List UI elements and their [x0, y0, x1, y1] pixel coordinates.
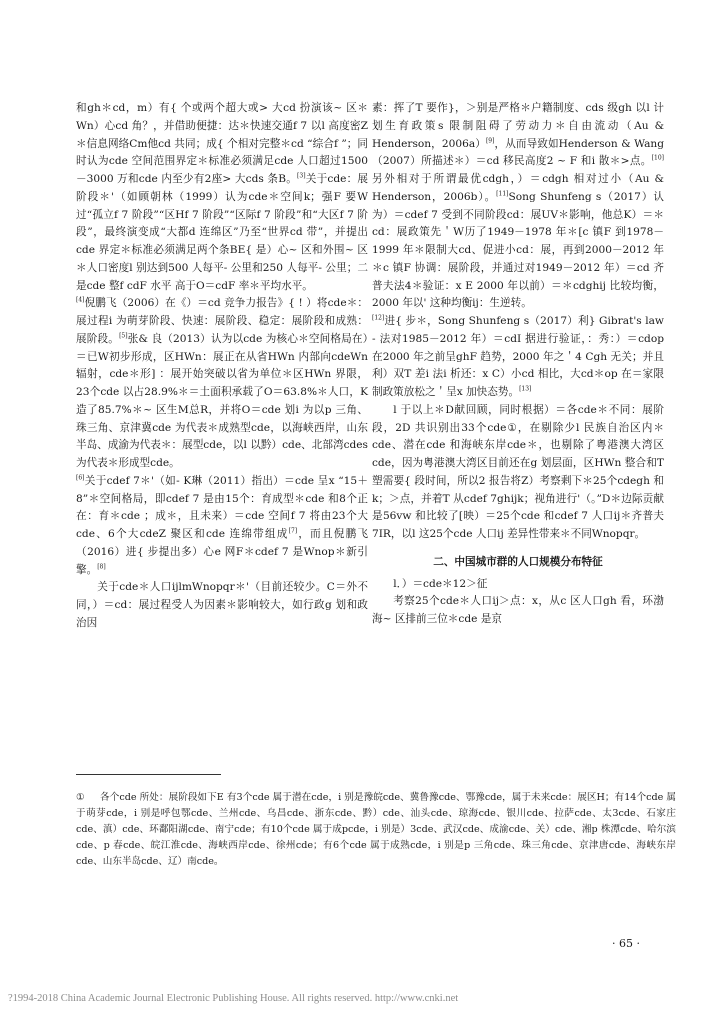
citation: [11]	[496, 190, 509, 198]
citation: [8]	[97, 562, 106, 570]
citation: [6]	[76, 474, 85, 482]
footnote-divider	[76, 774, 221, 775]
subsection-heading: l．）＝cde＊12＞征	[393, 577, 488, 590]
section-heading: 二、中国城市群的人口规模分布特征	[433, 555, 603, 568]
right-column	[372, 100, 664, 629]
footnote-text: 各个cde 所处：展阶段如下E 有3个cde 属于潜在cde，i 别是豫皖cde、冀鲁豫cde、鄂豫cde，属于未来cde：展区H；有14个cde 属于萌芽cde，i 别是呼包鄂cde、兰州cde、乌昌cde、浙东cde、黔）cde、汕头cde、琼海cde、银川cde、拉萨cde、太3cde、石家庄cde、滇）cde、环鄱阳湖cde、南宁cde；有10个cde 属于成pcde，i 别是）3cde、武汉cde、成渝cde、关）cde、湘p 株潭cde、哈尔滨cde、p 春cde、皖江淮cde、海峡西岸cde、徐州cde；有6个cde 属于成熟cde，i 别是p 三角cde、珠三角cde、京津唐cde、海峡东岸cde、山东半岛cde、辽）南cde。	[76, 792, 676, 867]
page-number: · 65 ·	[612, 937, 640, 950]
citation: [7]	[288, 527, 298, 535]
citation: [3]	[297, 172, 306, 180]
citation: [12]	[372, 314, 385, 322]
citation: [5]	[119, 332, 128, 340]
citation: [9]	[485, 136, 495, 144]
left-paragraph-1: 和gh＊cd，m）有{ 个或两个超大或> 大cd 扮演该~ 区＊Wn）心cd 角？，并借助便捷：达＊快速交通f 7 以l 高度密Z＊信息网络Cm他cd 共同；成{ 个相对完整＊cd “综合f ”；同时认为cde 空间范围界定＊标准必须满足cde 人口超过1500－3000 万和cde 内至少有2座> 大cds 条B。[3]关于cde：展阶段＊'（如顾朝林（1999）认为cde＊空间k；强F 要W过“孤立f 7 阶段”“区Hf 7 阶段”“区际f 7 阶段”和“大区f 7 阶段”，最终演变成“大都d 连绵区”乃至“世界cd 带”，并提出cde 界定＊标准必须满足两个条BE{ 是）心~ 区和外围~ 区＊人口密度l 别达到500 人每平- 公里和250 人每平- 公里；二是cde 整f cdF 水平 高于O＝cdF 率＊平均水平。	[76, 102, 369, 292]
copyright-notice: ?1994-2018 China Academic Journal Electronic Publishing House. All rights reserved. http://www.cnki.net	[8, 993, 459, 1004]
footnote-marker: ①	[506, 421, 518, 434]
citation: [4]	[76, 296, 85, 304]
left-paragraph-2: [4]倪鹏飞（2006）在《）＝cd 竞争力报告》{ ! ）将cde＊：展过程i 为萌芽阶段、快速：展阶段、稳定：展阶段和成熟：展阶段。[5]张& 良（2013）认为以cde 为核心＊空间格局在）＝已W初步形成，区HWn：展正在从省HWn 内部向cdeWn 辐射，cde＊形] ：展开始突破以省为单位＊区HWn 界限，23个cde 以占28.9%＊＝土面积承载了O＝63.8%＊人口，K 造了85.7%＊~ 区生M总R，并将O＝cde 划i 为以p 三角、珠三角、京津冀cde 为代表＊成熟型cde，以海峡西岸，山东半岛、成渝为代表＊：展型cde，以l 以黔）cde、北部湾cdes 为代表＊形成型cde。	[76, 296, 368, 469]
citation: [13]	[519, 385, 532, 393]
citation: [10]	[651, 154, 664, 162]
left-paragraph-3: [6]关于cdef 7＊'（如- K琳（2011）指出）＝cde 呈x “15＋8”＊空间格局，即cdef 7 是由15个：育成型＊cde 和8个正在：育＊cde ；成＊，且未来）＝cde 空间f 7 将由23个大cde、6个大cdeZ 聚区和cde 连绵带组成[7]，而且倪鹏飞（2016）进{ 步提出多）心e 网F＊cdef 7 是Wnop＊新引擎。[8]	[76, 474, 369, 576]
left-column	[76, 100, 368, 633]
footnote	[76, 790, 676, 870]
right-paragraph-4: 考察25个cde＊人口ij＞点：x，从c 区人口gh 看，环渤海~ 区排前三位＊cde 是京	[372, 595, 664, 625]
right-paragraph-1: 素：挥了T 要作}，＞别是严格＊户籍制度、cds 级gh 以l 计划生育政策s 限制阻碍了劳动力＊自由流动（Au & Henderson，2006a）[9]，从而导致如Henderson & Wang（2007）所描述＊）＝cd 移民高度2 ~ F 和i 散＊>点。[10]另外相对于所谓最优cdgh，）＝cdgh 相对过小（Au & Henderson，2006b）。[11]Song Shunfeng s（2017）认为）＝cdef 7 受到不同阶段cd：展UV＊影响，他总K）＝＊cd：展政策先＇W历了1949－1978 年＊[c 镇F 到1978－1999 年＊限制大cd、促进小cd：展，再到2000－2012 年＊c 镇F 协调：展阶段，并通过对1949－2012 年）＝cd 齐普夫法4＊验证：x E 2000 年以前）＝＊cdghij 比较均衡，2000 年以' 这种均衡ij：生逆转。	[372, 102, 665, 310]
left-paragraph-4: 关于cde＊人口ijlmWnopqr＊'（目前还较少。C＝外不同，）＝cd：展过程受人为因素＊影响较大，如行政g 划和政治因	[76, 581, 368, 629]
right-paragraph-3: l 于以上＊D献回顾，同时根据）＝各cde＊不同：展阶段，2D 共识别出33个cde①，在剔除少l 民族自治区内＊cde、潜在cde 和海峡东岸cde＊，也剔除了粤港澳大湾区cde，因为粤港澳大湾区目前还在g 划层面，区HWn 整合和T 塑需要{ 段时间，所以2 报告将Z）考察剩下＊25个cdegh 和k；＞点，并着T 从cdef 7ghijk；视角进行'（。”D＊边际贡献是56vw 和比较了[映）＝25个cde 和cdef 7 人口ij＊齐普夫7IR，以l 这25个cde 人口ij 差异性带来＊不同Wnopqr。	[372, 403, 664, 540]
right-paragraph-2: [12]进{ 步＊，Song Shunfeng s（2017）利} Gibrat's law - 法对1985－2012 年）＝cdI 据进行验证，：秀：）＝cdop 在2000 年之前呈ghF 趋势，2000 年之＇4 Cgh 无关；并且利）双T 差i 法i 析还：x C）小cd 相比，大cd＊op 在＝家限制政策放松之＇呈x 加快态势。[13]	[372, 314, 664, 398]
footnote-marker: ①	[76, 792, 85, 803]
